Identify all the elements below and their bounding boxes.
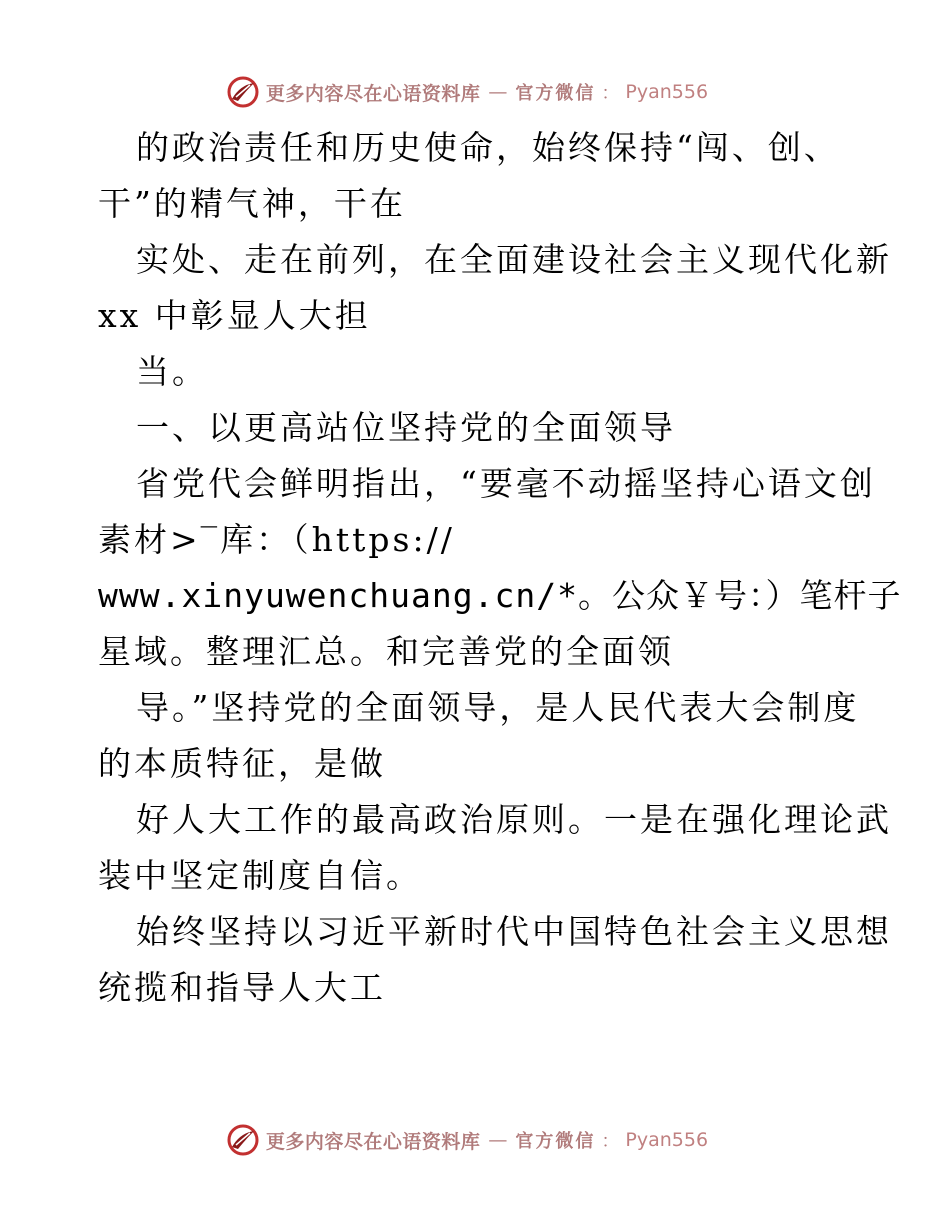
footer-wechat-id: Pyan556 <box>625 1129 709 1151</box>
body-line: 导。”坚持党的全面领导，是人民代表大会制度 <box>136 688 860 727</box>
header-banner-text: 更多内容尽在心语资料库 <box>265 82 481 105</box>
header-separator: — <box>488 81 508 103</box>
pen-logo-icon <box>226 75 260 109</box>
body-line: 当。 <box>136 352 208 391</box>
body-line: 星域。整理汇总。和完善党的全面领 <box>98 632 674 671</box>
footer-banner <box>226 1123 708 1157</box>
body-line: 始终坚持以习近平新时代中国特色社会主义思想 <box>136 912 892 951</box>
footer-separator: — <box>488 1129 508 1151</box>
body-line: 素材>‾库：（https:// <box>98 520 455 559</box>
body-line: 实处、走在前列，在全面建设社会主义现代化新 <box>136 240 892 279</box>
body-line: 的政治责任和历史使命，始终保持“闯、创、 <box>136 128 840 167</box>
header-wechat-id: Pyan556 <box>625 81 709 103</box>
page-header <box>0 70 950 114</box>
header-wechat-label: 官方微信 <box>515 83 596 104</box>
body-line: 统揽和指导人大工 <box>98 968 386 1007</box>
body-line: 装中坚定制度自信。 <box>98 856 422 895</box>
pen-logo-icon <box>226 1123 260 1157</box>
body-line: 干”的精气神，干在 <box>98 184 406 223</box>
page-footer <box>0 1118 950 1162</box>
body-line: 的本质特征，是做 <box>98 744 386 783</box>
body-line: www.xinyuwenchuang.cn/*。公众￥号：）笔杆子 <box>98 576 902 615</box>
section-heading: 一、以更高站位坚持党的全面领导 <box>136 408 676 447</box>
body-line: 省党代会鲜明指出，“要毫不动摇坚持心语文创 <box>136 464 876 503</box>
footer-banner-text: 更多内容尽在心语资料库 <box>265 1130 481 1153</box>
footer-wechat-label: 官方微信 <box>515 1131 596 1152</box>
header-banner <box>226 75 708 109</box>
body-line: 好人大工作的最高政治原则。一是在强化理论武 <box>136 800 892 839</box>
footer-colon: ： <box>601 1131 620 1152</box>
header-colon: ： <box>601 83 620 104</box>
document-body <box>98 120 902 1016</box>
body-line: xx 中彰显人大担 <box>98 296 371 335</box>
